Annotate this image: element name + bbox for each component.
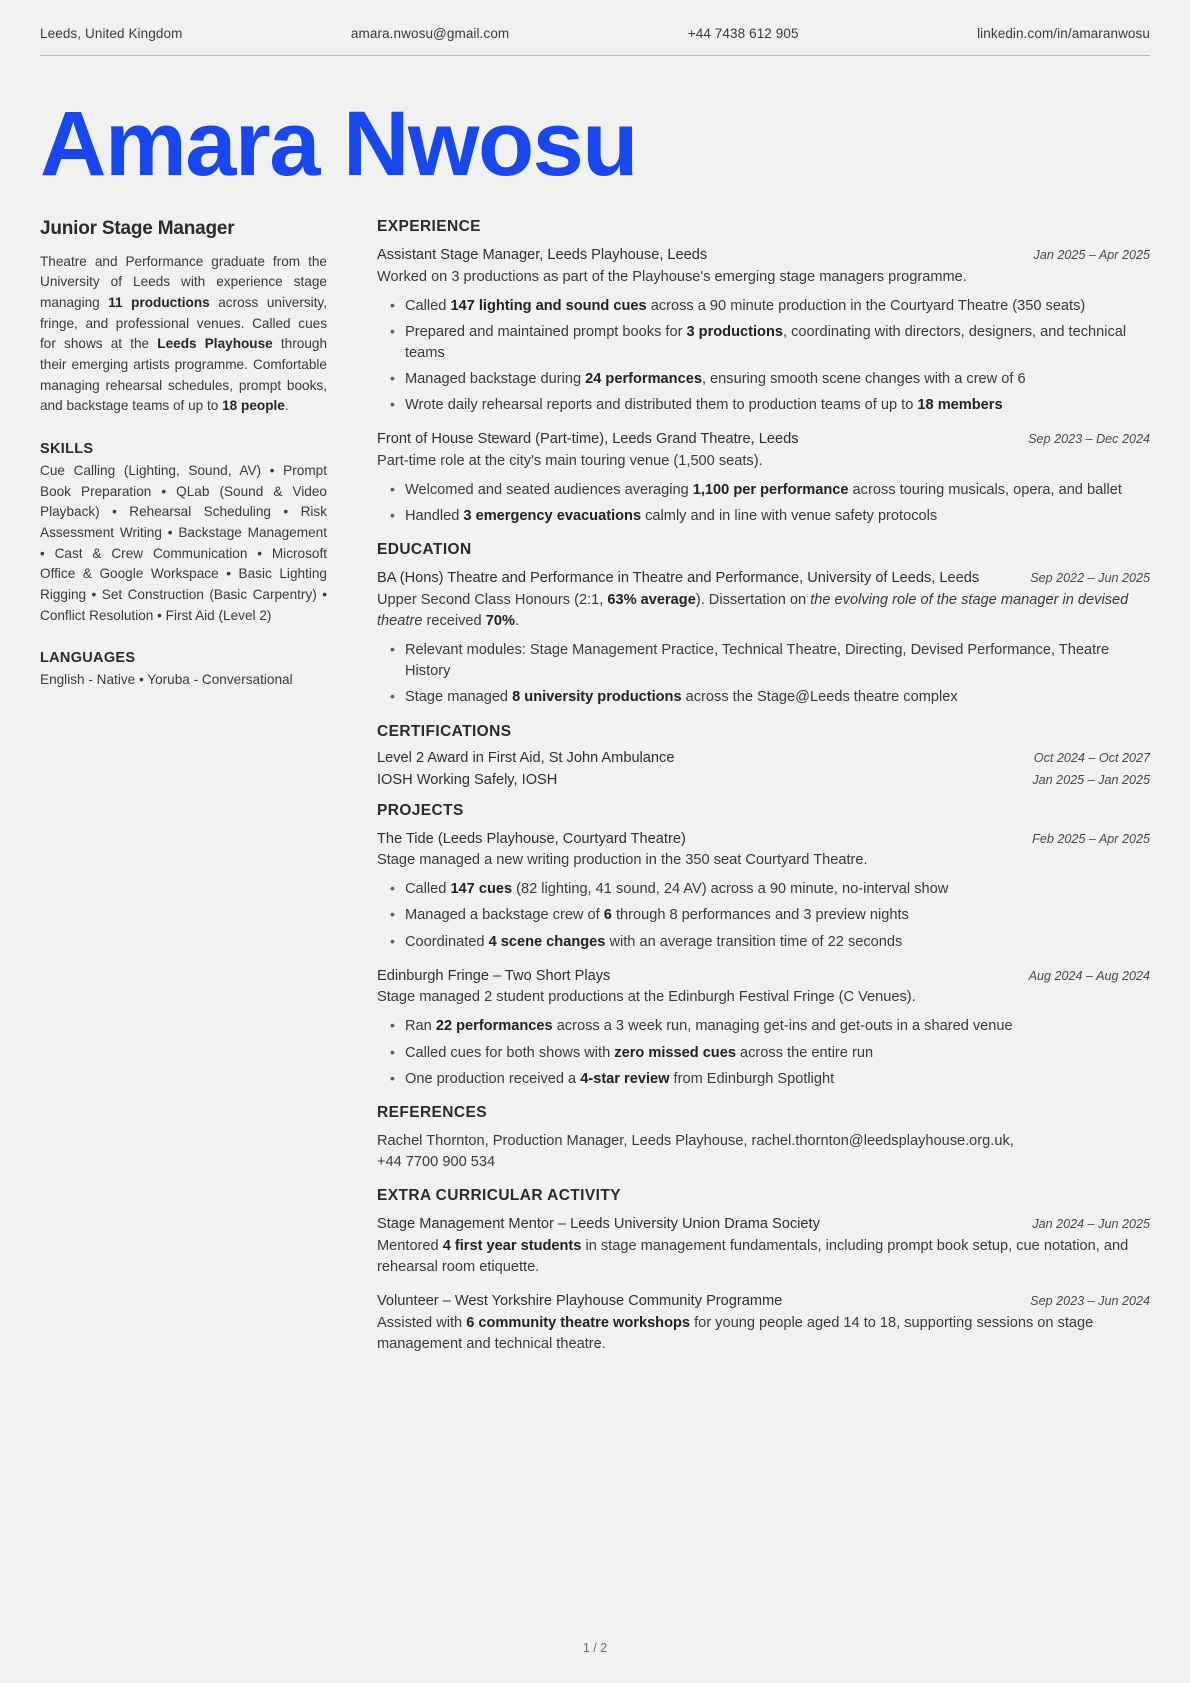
project-entry <box>377 966 1150 1090</box>
bullet-text-b: 1,100 per performance <box>692 482 849 499</box>
list-item <box>405 322 1150 364</box>
bullet-text-c: calmly and in line with venue safety protocols <box>641 508 938 525</box>
list-item <box>405 1069 1150 1090</box>
entry-bullets <box>377 1016 1150 1089</box>
bullet-text-a: Prepared and maintained prompt books for <box>405 323 687 340</box>
languages-heading: LANGUAGES <box>40 650 136 667</box>
list-item <box>405 369 1150 390</box>
entry-subtitle: Worked on 3 productions as part of the Playhouse's emerging stage managers programme. <box>377 268 967 285</box>
bullet-text-c: with an average transition time of 22 seconds <box>605 933 903 950</box>
bullet-text-c: across a 3 week run, managing get-ins and get-outs in a shared venue <box>552 1018 1013 1035</box>
reference-contact-line: Rachel Thornton, Production Manager, Leeds Playhouse, rachel.thornton@leedsplayhouse.org.uk, <box>377 1132 1014 1149</box>
extra-sub-c: in stage management fundamentals, including prompt book setup, cue notation, and rehearsal room etiquette. <box>377 1237 1129 1275</box>
extra-curricular-entry <box>377 1214 1150 1278</box>
entry-header <box>377 1291 1150 1312</box>
resume-body <box>40 218 1150 1359</box>
bullet-text-a: Called cues for both shows with <box>405 1044 615 1061</box>
entry-header <box>377 568 1150 589</box>
projects-heading: PROJECTS <box>377 801 464 819</box>
bullet-text-c: across touring musicals, opera, and ballet <box>848 482 1122 499</box>
entry-date: Sep 2022 – Jun 2025 <box>1030 571 1150 586</box>
bullet-text-a: Managed backstage during <box>405 371 586 388</box>
entry-bullets <box>377 640 1150 708</box>
section-references <box>377 1104 1150 1173</box>
bullet-text-b: 8 university productions <box>512 689 682 706</box>
summary-part-3: through their emerging artists programme. Comfortable managing rehearsal schedules, prompt books, and backstage teams of up to <box>40 336 327 414</box>
languages-list: English - Native • Yoruba - Conversational <box>40 672 293 688</box>
summary-part-4: . <box>284 398 289 414</box>
extra-curricular-heading: EXTRA CURRICULAR ACTIVITY <box>377 1187 621 1205</box>
entry-subtitle <box>377 1236 1150 1278</box>
section-education <box>377 541 1150 708</box>
bullet-text-c: , ensuring smooth scene changes with a crew of 6 <box>701 371 1026 388</box>
certification-name: IOSH Working Safely, IOSH <box>377 771 558 788</box>
entry-header <box>377 245 1150 266</box>
education-sub-a: Upper Second Class Honours (2:1, <box>377 592 608 609</box>
entry-header <box>377 966 1150 987</box>
education-sub-d: received <box>422 613 486 630</box>
bullet-text-a: Ran <box>405 1018 436 1035</box>
list-item <box>405 1043 1150 1064</box>
entry-title: Edinburgh Fringe – Two Short Plays <box>377 967 611 984</box>
summary-part-1: Theatre and Performance graduate from the University of Leeds with experience stage managing <box>40 253 327 311</box>
education-heading: EDUCATION <box>377 541 472 559</box>
dissertation-title: the evolving role of the stage manager in devised theatre <box>377 592 1129 630</box>
entry-subtitle <box>377 1313 1150 1355</box>
entry-title: Volunteer – West Yorkshire Playhouse Community Programme <box>377 1292 783 1309</box>
extra-curricular-entry <box>377 1291 1150 1355</box>
contact-location: Leeds, United Kingdom <box>40 26 183 41</box>
section-projects <box>377 802 1150 1090</box>
entry-header <box>377 829 1150 850</box>
bullet-text-c: , coordinating with directors, designers, and technical teams <box>405 323 1127 361</box>
experience-entry <box>377 429 1150 527</box>
bullet-text-b: 6 <box>603 907 612 924</box>
extra-sub-a: Assisted with <box>377 1314 467 1331</box>
bullet-text-a: Stage managed <box>405 689 513 706</box>
list-item <box>405 1016 1150 1037</box>
bullet-text-b: 3 emergency evacuations <box>463 508 642 525</box>
bullet-text-b: 4 scene changes <box>488 933 606 950</box>
entry-title: BA (Hons) Theatre and Performance in Theatre and Performance, University of Leeds, Leeds <box>377 570 980 587</box>
summary-highlight-people: 18 people <box>222 398 285 414</box>
certifications-heading: CERTIFICATIONS <box>377 722 512 740</box>
certification-row <box>377 750 1150 766</box>
bullet-text-a: Coordinated <box>405 933 489 950</box>
bullet-text-c: (82 lighting, 41 sound, 24 AV) across a 90 minute, no-interval show <box>512 881 949 898</box>
entry-subtitle <box>377 590 1150 632</box>
bullet-text-b: 24 performances <box>585 371 702 388</box>
bullet-text-a: Wrote daily rehearsal reports and distributed them to production teams of up to <box>405 397 918 414</box>
entry-bullets <box>377 296 1150 417</box>
contact-linkedin[interactable]: linkedin.com/in/amaranwosu <box>977 26 1150 41</box>
certification-date: Jan 2025 – Jan 2025 <box>1032 772 1150 787</box>
list-item <box>405 296 1150 317</box>
experience-entry <box>377 245 1150 417</box>
entry-header <box>377 1214 1150 1235</box>
bullet-text-a: Called <box>405 881 451 898</box>
bullet-text-b: 147 lighting and sound cues <box>450 297 647 314</box>
bullet-text-c: across a 90 minute production in the Courtyard Theatre (350 seats) <box>646 297 1086 314</box>
list-item <box>405 506 1150 527</box>
entry-date: Jan 2025 – Apr 2025 <box>1033 247 1150 262</box>
list-item <box>405 687 1150 708</box>
references-heading: REFERENCES <box>377 1103 487 1121</box>
list-item <box>405 932 1150 953</box>
entry-title: Front of House Steward (Part-time), Leeds Grand Theatre, Leeds <box>377 431 799 448</box>
entry-date: Feb 2025 – Apr 2025 <box>1032 831 1150 846</box>
entry-bullets <box>377 879 1150 952</box>
bullet-text-b: 18 members <box>917 397 1003 414</box>
bullet-text-a: Relevant modules: Stage Management Practice, Technical Theatre, Directing, Devised Performance, Theatre History <box>405 642 1110 680</box>
bullet-text-b: 22 performances <box>435 1018 553 1035</box>
section-experience <box>377 218 1150 528</box>
list-item <box>405 905 1150 926</box>
entry-subtitle: Stage managed a new writing production in the 350 seat Courtyard Theatre. <box>377 852 868 869</box>
bullet-text-b: 3 productions <box>686 323 783 340</box>
dissertation-grade: 70% <box>485 613 515 630</box>
sidebar <box>40 218 337 691</box>
bullet-text-a: Handled <box>405 508 464 525</box>
extra-sub-a: Mentored <box>377 1237 443 1254</box>
candidate-name: Amara Nwosu <box>40 93 637 195</box>
contact-email[interactable]: amara.nwosu@gmail.com <box>350 26 510 41</box>
entry-subtitle: Stage managed 2 student productions at the Edinburgh Festival Fringe (C Venues). <box>377 989 916 1006</box>
education-sub-c: ). Dissertation on <box>695 592 811 609</box>
entry-date: Sep 2023 – Jun 2024 <box>1030 1293 1150 1308</box>
summary-highlight-productions: 11 productions <box>108 295 210 311</box>
entry-date: Aug 2024 – Aug 2024 <box>1028 968 1150 983</box>
section-certifications <box>377 723 1150 788</box>
entry-date: Jan 2024 – Jun 2025 <box>1032 1217 1150 1232</box>
bullet-text-a: One production received a <box>405 1070 581 1087</box>
reference-phone-line: +44 7700 900 534 <box>377 1154 496 1171</box>
bullet-text-b: 4-star review <box>580 1070 670 1087</box>
list-item <box>405 640 1150 682</box>
bullet-text-a: Called <box>405 297 451 314</box>
candidate-job-title: Junior Stage Manager <box>40 217 235 239</box>
bullet-text-b: zero missed cues <box>614 1044 736 1061</box>
entry-header <box>377 429 1150 450</box>
profile-summary <box>40 252 327 417</box>
entry-date: Sep 2023 – Dec 2024 <box>1028 432 1150 447</box>
bullet-text-c: through 8 performances and 3 preview nights <box>611 907 909 924</box>
certification-row <box>377 772 1150 788</box>
bullet-text-a: Welcomed and seated audiences averaging <box>405 482 693 499</box>
list-item <box>405 395 1150 416</box>
section-extra-curricular <box>377 1187 1150 1354</box>
education-average: 63% average <box>607 592 696 609</box>
skills-heading: SKILLS <box>40 441 94 458</box>
list-item <box>405 879 1150 900</box>
certification-date: Oct 2024 – Oct 2027 <box>1033 750 1150 765</box>
page-indicator: 1 / 2 <box>582 1641 608 1655</box>
entry-subtitle: Part-time role at the city's main touring venue (1,500 seats). <box>377 453 763 470</box>
entry-title: Assistant Stage Manager, Leeds Playhouse, Leeds <box>377 246 708 263</box>
contact-bar <box>40 0 1150 56</box>
bullet-text-b: 147 cues <box>450 881 513 898</box>
education-entry <box>377 568 1150 708</box>
entry-title: Stage Management Mentor – Leeds University Union Drama Society <box>377 1216 820 1233</box>
extra-highlight: 4 first year students <box>442 1237 582 1254</box>
entry-bullets <box>377 480 1150 527</box>
skills-list: Cue Calling (Lighting, Sound, AV) • Prompt Book Preparation • QLab (Sound & Video Playback) • Rehearsal Scheduling • Risk Assessment Writing • Backstage Management • Cast & Crew Communication • Microsoft Office & Google Workspace • Basic Lighting Rigging • Set Construction (Basic Carpentry) • Conflict Resolution • First Aid (Level 2) <box>40 463 327 623</box>
certification-name: Level 2 Award in First Aid, St John Ambulance <box>377 749 675 766</box>
list-item <box>405 480 1150 501</box>
bullet-text-a: Managed a backstage crew of <box>405 907 604 924</box>
education-sub-f: . <box>514 613 519 630</box>
entry-title: The Tide (Leeds Playhouse, Courtyard Theatre) <box>377 830 686 847</box>
bullet-text-c: from Edinburgh Spotlight <box>669 1070 835 1087</box>
bullet-text-c: across the Stage@Leeds theatre complex <box>681 689 958 706</box>
main-content <box>337 218 1150 1359</box>
summary-highlight-playhouse: Leeds Playhouse <box>157 336 273 352</box>
extra-sub-c: for young people aged 14 to 18, supporting sessions on stage management and technical theatre. <box>377 1314 1094 1352</box>
contact-phone: +44 7438 612 905 <box>687 26 799 41</box>
bullet-text-c: across the entire run <box>735 1044 874 1061</box>
extra-highlight: 6 community theatre workshops <box>466 1314 691 1331</box>
experience-heading: EXPERIENCE <box>377 217 481 235</box>
summary-part-2: across university, fringe, and professional venues. Called cues for shows at the <box>40 295 328 352</box>
project-entry <box>377 829 1150 953</box>
